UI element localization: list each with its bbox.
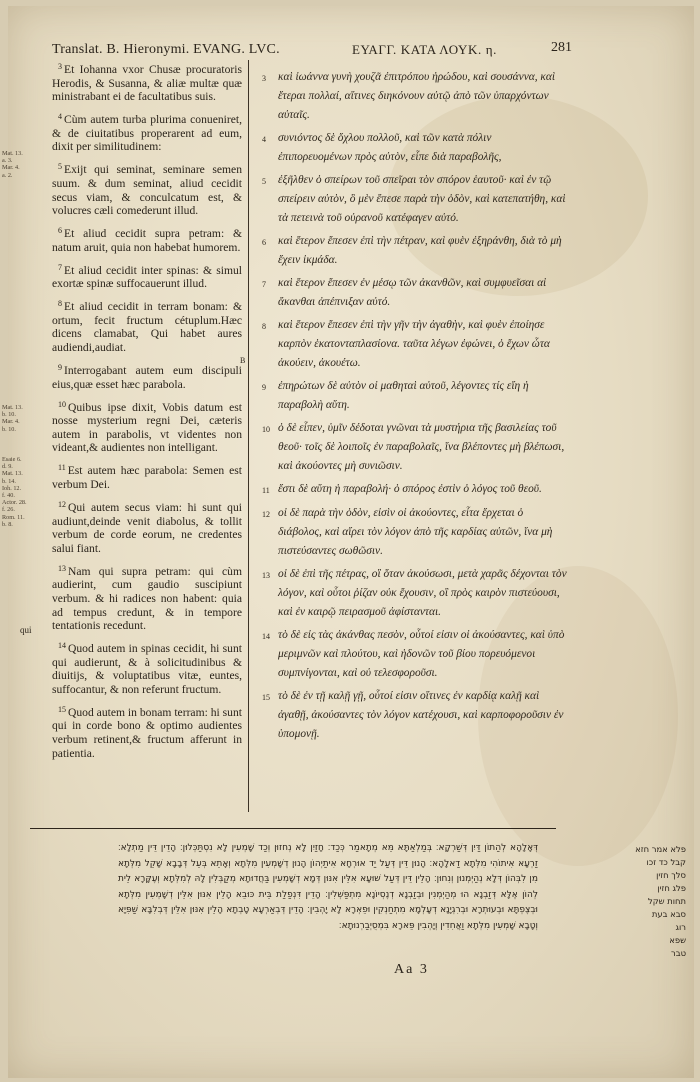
margin-reference: f. 26. [2, 506, 15, 514]
latin-verse [52, 498, 242, 555]
greek-verse [262, 316, 568, 373]
margin-reference: b. 8. [2, 520, 13, 528]
margin-reference: b. 10. [2, 411, 16, 419]
verse-text: ἐπηρώτων δὲ αὐτὸν οἱ μαθηταὶ αὐτοῦ, λέγοντες τίς εἴη ἡ παραβολὴ αὕτη. [278, 380, 529, 411]
verse-text: Et aliud cecidit in terram bonam: & ortum, fecit fructum cétuplum.Hæc dicens clamabat, Qui habet aures audiendi,audiat. [52, 300, 242, 355]
verse-number: 11 [58, 463, 66, 473]
margin-reference: b. 14. [2, 477, 16, 485]
greek-verse [262, 565, 568, 622]
margin-references-1 [2, 150, 44, 179]
margin-note: תחות שקל [647, 896, 686, 906]
verse-text: συνιόντος δὲ ὄχλου πολλοῦ, καὶ τῶν κατὰ πόλιν ἐπιπορευομένων πρὸς αὐτὸν, εἶπε διὰ παραβολῆς, [278, 132, 502, 163]
margin-reference: Mat. 13. [2, 150, 23, 157]
latin-verse [52, 639, 242, 696]
latin-verse [52, 361, 242, 391]
margin-reference: a. 2. [2, 171, 13, 179]
margin-note-qui: qui [20, 625, 32, 635]
verse-number: 4 [262, 135, 266, 144]
verse-number: 11 [262, 486, 270, 495]
margin-letter-b: B [240, 356, 246, 365]
verse-text: ἐξῆλθεν ὁ σπείρων τοῦ σπεῖραι τὸν σπόρον ἑαυτοῦ· καὶ ἐν τῷ σπείρειν αὐτὸν, ὃ μὲν ἔπεσε παρὰ τὴν ὁδὸν, καὶ κατεπατήθη, καὶ τὰ πετεινὰ τοῦ οὐρανοῦ κατέφαγεν αὐτό. [278, 174, 566, 224]
latin-verse [52, 461, 242, 491]
margin-reference: b. 10. [2, 425, 16, 433]
margin-reference: f. 40. [2, 492, 15, 500]
latin-verse [52, 703, 242, 760]
verse-text: καὶ ἕτερον ἔπεσεν ἐπὶ τὴν πέτραν, καὶ φυὲν ἐξηράνθη, διὰ τὸ μὴ ἔχειν ἰκμάδα. [278, 235, 562, 266]
latin-verse [52, 297, 242, 354]
verse-text: Interrogabant autem eum discipuli eius,quæ esset hæc parabola. [52, 364, 242, 391]
verse-text: ὁ δὲ εἶπεν, ὑμῖν δέδοται γνῶναι τὰ μυστήρια τῆς βασιλείας τοῦ θεοῦ· τοῖς δὲ λοιποῖς ἐν παραβολαῖς, ἵνα βλέποντες μὴ βλέπωσι, καὶ ἀκούοντες μὴ συνιῶσιν. [278, 422, 565, 472]
verse-number: 8 [262, 322, 266, 331]
verse-text: Quod autem in bonam terram: hi sunt qui in corde bono & optimo audientes verbum retinent,& fructum afferunt in patientia. [52, 705, 242, 760]
verse-text: Nam qui supra petram: qui cùm audierint, cum gaudio suscipiunt verbum. & hi radices non habent: quia ad tempus credunt, & in tempore tentationis recedunt. [52, 564, 242, 633]
verse-text: Quod autem in spinas cecidit, hi sunt qui audierunt, & à solicitudinibus & diuitijs, & voluptatibus vitæ, euntes, suffocantur, & non referunt fructum. [52, 642, 242, 696]
margin-reference: a. 3. [2, 157, 13, 165]
greek-verse [262, 232, 568, 270]
running-head-greek: ΕΥΑΓΓ. ΚΑΤΑ ΛΟΥΚ. η. [352, 42, 497, 57]
margin-references-2 [2, 404, 44, 433]
latin-verse [52, 398, 242, 455]
greek-verse [262, 419, 568, 476]
verse-number: 8 [58, 299, 62, 309]
greek-verse [262, 274, 568, 312]
greek-verse [262, 129, 568, 167]
margin-note: טבר [671, 948, 686, 958]
verse-text: οἱ δὲ παρὰ τὴν ὁδὸν, εἰσὶν οἱ ἀκούοντες, εἶτα ἔρχεται ὁ διάβολος, καὶ αἴρει τὸν λόγον ἀπὸ τῆς καρδίας αὐτῶν, ἵνα μὴ πιστεύσαντες σωθῶσιν. [278, 507, 553, 557]
margin-note: פלא אמר חזא [635, 844, 686, 854]
verse-text: Cùm autem turba plurima conueniret, & de ciuitatibus properarent ad eum, dixit per similitudinem: [52, 113, 242, 154]
verse-number: 5 [58, 162, 62, 172]
verse-text: Exijt qui seminat, seminare semen suum. & dum seminat, aliud cecidit secus viam, & conculcatum est, & volucres cæli comederunt illud. [52, 163, 242, 218]
verse-number: 14 [262, 632, 270, 641]
greek-verse [262, 687, 568, 744]
page-number: 281 [551, 40, 572, 55]
verse-number: 6 [58, 226, 62, 236]
verse-number: 5 [262, 177, 266, 186]
latin-verse [52, 60, 242, 104]
verse-number: 15 [58, 704, 66, 714]
margin-note: רוג [675, 922, 686, 932]
margin-note: סלך חזין [656, 870, 686, 880]
latin-verse [52, 261, 242, 291]
column-divider [248, 60, 249, 812]
hebrew-syriac-text: דְּאָלָהָא לְהַתוֹן דַּיִן דְּשַׁרְקָא׃ בְּמַלְאַתָּא מֵּא מְתָאמַר כְּכַד׃ חָזַיִן לָא נְחזוּן וְכַד שָׁמְעִין לָא נִסְתַּכְּלוּן׃ הָדֵין דֵּין מַתְלָא׃ זַרְעָא אִיתוֹהִי מִלְּתָא דַאלָהָא׃ הָנוּן דֵּין דְּעַל יַד אוּרְחָא אִיתַיְהוֹן הָנוּן דְשָׁמְעִין מִלְּתָא וְאָתֵא בְּעֵל דְּבָבָא שָׁקֵל מִלְּתָא מִן לִבְּהוֹן דְּלָא נְהַיְמְנוּן וְנִחוּן׃ הָלֵין דֵּין דְּעַל שׁוּעָא אִלֵּין אִנּוּן דְּמָא דְשָׁמְעִין בַּחֲדוּתָא מְקַבְּלִין לָהּ לְמִלְּתָא וְעֶקָּרָא לֵית לְהוֹן אֶלָּא דְּזַבְנָא הוּ מְהַיְמְנִין וּבְזַבְנָא דְנֶסְיוֹנָא מִתְפַּשְׁלִין׃ הָדֵין דִּנְפַלַת בֵּית כּוּבֵא הָלֵין אִנּוּן אִלֵּין דְשָׁמְעִין מִלְּתָא וּבְצֶפְתָּא וּבְעוּתְרָא וּבְרִגְיָנָא דְעָלְמָא מִתְחַנְקִין וּפֵאְרָא לָא יָהְבִין׃ הָדֵין דְּבְאַרְעָא טָבְתָא הָלֵין אִנּוּן אִלֵּין דְּבְלִבָּא שַׁפִּיָא וְטָבָא שָׁמְעִין מִלְּתָא וַאֲחִדִין וְיָהְבִין פֵּארָא בִּמְסֻיְבַרְנוּתָא׃ [118, 843, 538, 931]
latin-column [52, 60, 242, 767]
verse-text: καὶ ἰωάννα γυνὴ χουζᾶ ἐπιτρόπου ἡρώδου, καὶ σουσάννα, καὶ ἕτεραι πολλαί, αἵτινες διηκόνουν αὐτῷ ἀπὸ τῶν ὑπαρχόντων αὐταῖς. [278, 71, 556, 121]
latin-verse [52, 224, 242, 254]
margin-reference: Mat. 13. [2, 470, 23, 478]
latin-verse [52, 160, 242, 217]
margin-reference: Mat. 13. [2, 404, 23, 411]
hebrew-margin-notes [606, 843, 686, 960]
verse-text: τὸ δὲ εἰς τὰς ἀκάνθας πεσὸν, οὗτοί εἰσιν οἱ ἀκούσαντες, καὶ ὑπὸ μεριμνῶν καὶ πλούτου, καὶ ἡδονῶν τοῦ βίου πορευόμενοι συμπνίγονται, καὶ οὐ τελεσφοροῦσι. [278, 629, 565, 679]
greek-column [262, 68, 568, 748]
verse-text: Et aliud cecidit inter spinas: & simul exortæ spinæ suffocauerunt illud. [52, 263, 242, 291]
verse-number: 10 [262, 425, 270, 434]
margin-reference: Rom. 11. [2, 513, 25, 521]
verse-text: οἱ δὲ ἐπὶ τῆς πέτρας, οἳ ὅταν ἀκούσωσι, μετὰ χαρᾶς δέχονται τὸν λόγον, καὶ οὗτοι ῥίζαν οὐκ ἔχουσιν, οἳ πρὸς καιρὸν πιστεύουσι, καὶ ἐν καιρῷ πειρασμοῦ ἀφίστανται. [278, 568, 567, 618]
verse-text: καὶ ἕτερον ἔπεσεν ἐπὶ τὴν γῆν τὴν ἀγαθὴν, καὶ φυὲν ἐποίησε καρπὸν ἑκατονταπλασίονα. ταῦτα λέγων ἐφώνει, ὁ ἔχων ὦτα ἀκούειν, ἀκουέτω. [278, 319, 550, 369]
latin-verse [52, 562, 242, 633]
horizontal-rule [30, 828, 556, 829]
verse-number: 7 [262, 280, 266, 289]
verse-number: 12 [58, 499, 66, 509]
verse-text: ἔστι δὲ αὕτη ἡ παραβολή· ὁ σπόρος ἐστὶν ὁ λόγος τοῦ θεοῦ. [278, 483, 542, 495]
margin-reference: Ioh. 12. [2, 484, 22, 492]
verse-text: Et Iohanna vxor Chusæ procuratoris Herodis, & Susanna, & aliæ multæ quæ ministrabant ei de facultatibus suis. [52, 63, 242, 104]
verse-text: Est autem hæc parabola: Semen est verbum Dei. [52, 464, 242, 491]
margin-note: סבא בעת [651, 909, 686, 919]
margin-reference: Actor. 28. [2, 499, 27, 507]
margin-reference: Esaie 6. [2, 456, 22, 463]
verse-number: 7 [58, 262, 62, 272]
verse-number: 10 [58, 399, 66, 409]
greek-verse [262, 504, 568, 561]
latin-verse [52, 110, 242, 154]
verse-number: 6 [262, 238, 266, 247]
greek-verse [262, 626, 568, 683]
margin-note: קבל כד זכו [646, 857, 686, 867]
verse-text: Quibus ipse dixit, Vobis datum est nosse mysterium regni Dei, cæteris autem in parabolis, vt videntes non videant,& audientes non intelligant. [52, 400, 242, 455]
verse-number: 9 [262, 383, 266, 392]
greek-verse [262, 480, 568, 500]
verse-number: 9 [58, 363, 62, 373]
margin-reference: Mar. 4. [2, 418, 20, 426]
margin-note: שפא [669, 935, 686, 945]
margin-reference: d. 9. [2, 463, 13, 471]
greek-verse [262, 68, 568, 125]
margin-note: פלג חזין [657, 883, 686, 893]
margin-reference: Mar. 4. [2, 164, 20, 172]
greek-verse [262, 377, 568, 415]
verse-number: 3 [262, 74, 266, 83]
verse-text: Et aliud cecidit supra petram: & natum aruit, quia non habebat humorem. [52, 227, 242, 254]
verse-number: 14 [58, 641, 66, 651]
verse-number: 13 [58, 563, 66, 573]
verse-number: 4 [58, 112, 62, 122]
verse-number: 3 [58, 62, 62, 71]
signature-mark: Aa 3 [394, 962, 429, 977]
verse-text: τὸ δὲ ἐν τῇ καλῇ γῇ, οὗτοί εἰσιν οἵτινες ἐν καρδίᾳ καλῇ καὶ ἀγαθῇ, ἀκούσαντες τὸν λόγον κατέχουσι, καὶ καρποφοροῦσιν ἐν ὑπομονῇ. [278, 690, 564, 740]
verse-number: 13 [262, 571, 270, 580]
verse-text: καὶ ἕτερον ἔπεσεν ἐν μέσῳ τῶν ἀκανθῶν, καὶ συμφυεῖσαι αἱ ἄκανθαι ἀπέπνιξαν αὐτό. [278, 277, 547, 308]
verse-number: 12 [262, 510, 270, 519]
running-head-latin: Translat. B. Hieronymi. EVANG. LVC. [52, 42, 280, 57]
margin-references-3 [2, 456, 44, 528]
verse-number: 15 [262, 693, 270, 702]
greek-verse [262, 171, 568, 228]
verse-text: Qui autem secus viam: hi sunt qui audiunt,deinde venit diabolus, & tollit verbum de corde eorum, ne credentes salui fiant. [52, 500, 242, 555]
